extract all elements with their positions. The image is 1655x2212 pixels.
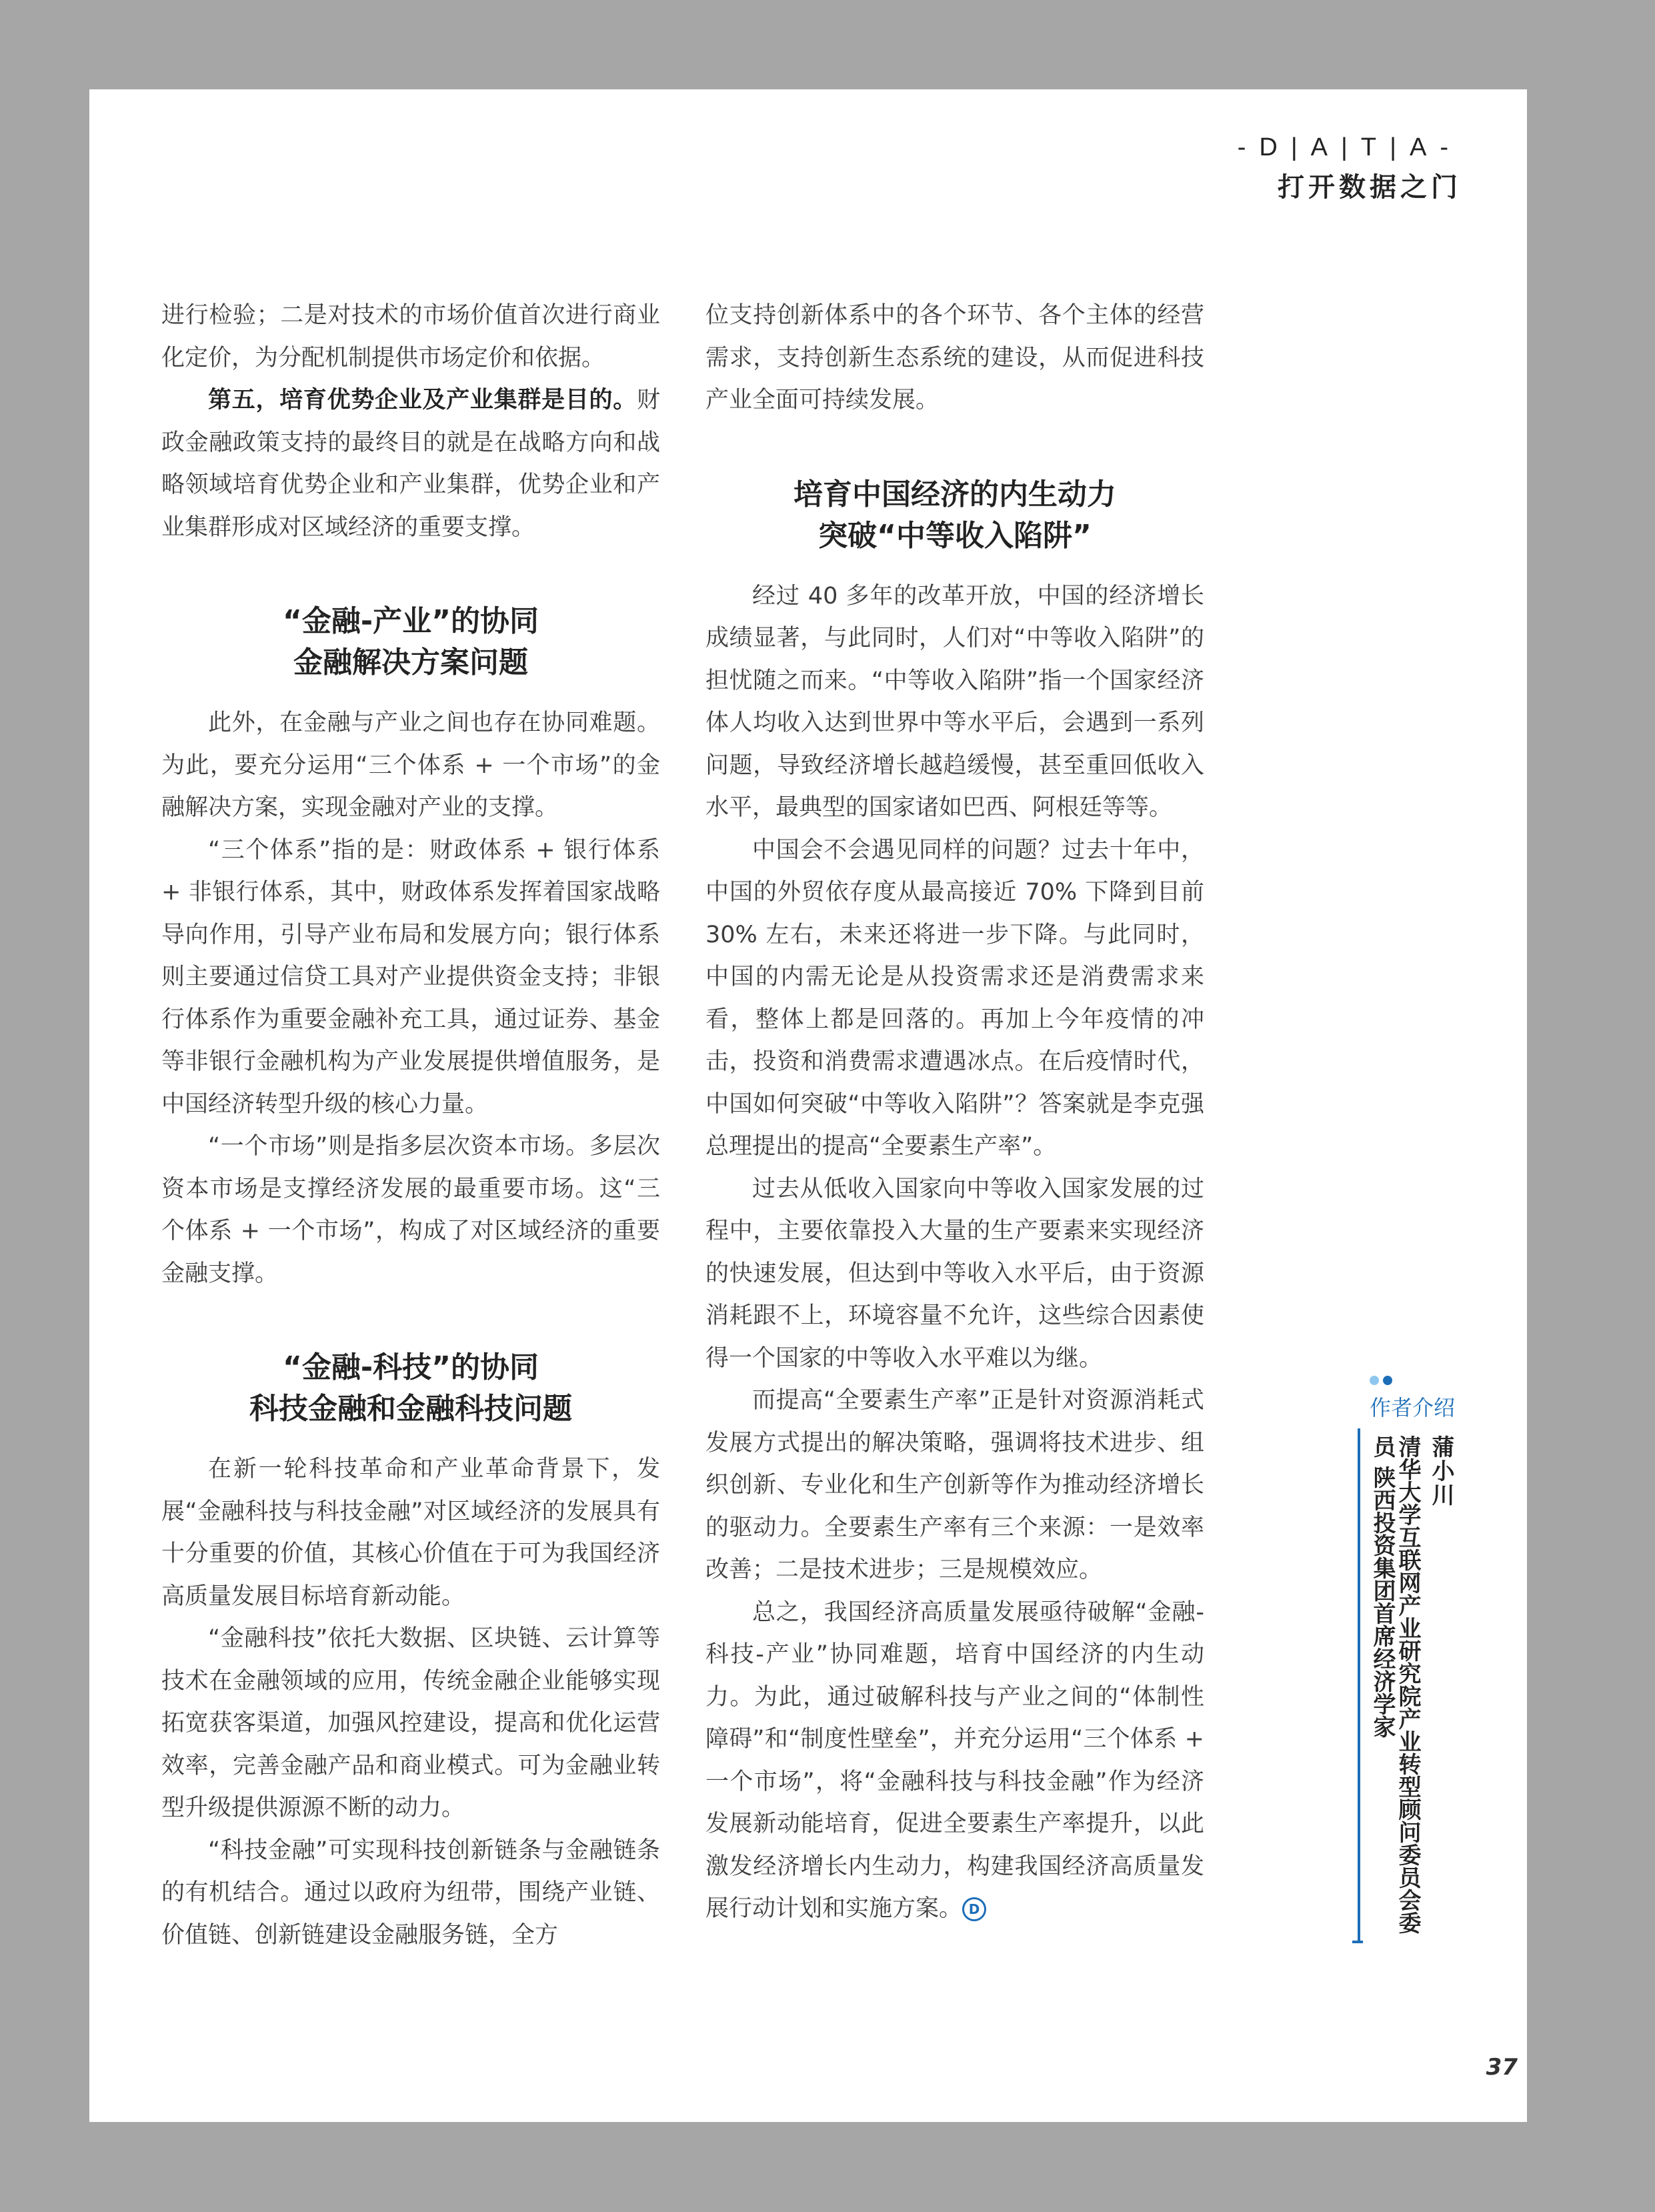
paragraph: 经过 40 多年的改革开放，中国的经济增长成绩显著，与此同时，人们对“中等收入陷阱”的担忧随之而来。“中等收入陷阱”指一个国家经济体人均收入达到世界中等水平后，会遇到一系列问题，导致经济增长越趋缓慢，甚至重回低收入水平，最典型的国家诸如巴西、阿根廷等等。 [705, 582, 1204, 821]
paragraph: 此外，在金融与产业之间也存在协同难题。为此，要充分运用“三个体系 + 一个市场”的金融解决方案，实现金融对产业的支撑。 [161, 710, 660, 821]
section-heading: “金融-科技”的协同 [282, 1350, 539, 1384]
section-heading: 科技金融和金融科技问题 [249, 1392, 572, 1426]
section-heading: “金融-产业”的协同 [282, 604, 539, 638]
paragraph [161, 379, 660, 549]
paragraph: 在新一轮科技革命和产业革命背景下，发展“金融科技与科技金融”对区域经济的发展具有十分重要的价值，其核心价值在于可为我国经济高质量发展目标培育新动能。 [161, 1456, 660, 1610]
paragraph-text: 财政金融政策支持的最终目的就是在战略方向和战略领域培育优势企业和产业集群，优势企业和产业集群形成对区域经济的重要支撑。 [161, 387, 660, 541]
section-heading: 金融解决方案问题 [293, 646, 528, 680]
author-description: 清华大学互联网产业研究院产业转型顾问委员会委员 陕西投资集团首席经济学家 [1369, 1435, 1421, 1934]
divider [1352, 1941, 1363, 1943]
divider [1358, 1428, 1360, 1943]
paragraph: “科技金融”可实现科技创新链条与金融链条的有机结合。通过以政府为纽带，围绕产业链、价值链、创新链建设金融服务链，全方 [161, 1837, 660, 1949]
right-column [705, 295, 1204, 1931]
bold-lead: 第五，培育优势企业及产业集群是目的。 [208, 387, 637, 413]
paragraph: “一个市场”则是指多层次资本市场。多层次资本市场是支撑经济发展的最重要市场。这“三个体系 + 一个市场”，构成了对区域经济的重要金融支撑。 [161, 1133, 660, 1287]
paragraph: 进行检验；二是对技术的市场价值首次进行商业化定价，为分配机制提供市场定价和依据。 [161, 302, 660, 371]
end-mark-icon: D [962, 1897, 986, 1921]
dots-icon [1370, 1375, 1396, 1388]
paragraph: 中国会不会遇见同样的问题？过去十年中，中国的外贸依存度从最高接近 70% 下降到目前 30% 左右，未来还将进一步下降。与此同时，中国的内需无论是从投资需求还是消费需求来看，整体上都是回落的。再加上今年疫情的冲击，投资和消费需求遭遇冰点。在后疫情时代，中国如何突破“中等收入陷阱”？答案就是李克强总理提出的提高“全要素生产率”。 [705, 836, 1204, 1160]
paragraph: 而提高“全要素生产率”正是针对资源消耗式发展方式提出的解决策略，强调将技术进步、组织创新、专业化和生产创新等作为推动经济增长的驱动力。全要素生产率有三个来源：一是效率改善；二是技术进步；三是规模效应。 [705, 1387, 1204, 1583]
section-heading: 培育中国经济的内生动力 [793, 477, 1116, 511]
data-logo: -D|A|T|A- [1237, 133, 1462, 161]
paragraph: “金融科技”依托大数据、区块链、云计算等技术在金融领域的应用，传统金融企业能够实现拓宽获客渠道，加强风控建设，提高和优化运营效率，完善金融产品和商业模式。可为金融业转型升级提供源源不断的动力。 [161, 1625, 660, 1821]
paragraph [705, 1592, 1204, 1931]
paragraph: 过去从低收入国家向中等收入国家发展的过程中，主要依靠投入大量的生产要素来实现经济的快速发展，但达到中等收入水平后，由于资源消耗跟不上，环境容量不允许，这些综合因素使得一个国家的中等收入水平难以为继。 [705, 1175, 1204, 1372]
left-column [161, 295, 660, 1957]
header-subtitle: 打开数据之门 [1278, 172, 1462, 203]
section-heading: 突破“中等收入陷阱” [818, 518, 1092, 553]
paragraph-text: 总之，我国经济高质量发展亟待破解“金融-科技-产业”协同难题，培育中国经济的内生动力。为此，通过破解科技与产业之间的“体制性障碍”和“制度性壁垒”，并充分运用“三个体系 + 一个市场”，将“金融科技与科技金融”作为经济发展新动能培育，促进全要素生产率提升，以此激发经济增长内生动力，构建我国经济高质量发展行动计划和实施方案。 [705, 1598, 1204, 1922]
author-intro [1272, 1375, 1456, 1942]
author-label: 作者介绍 [1370, 1395, 1456, 1420]
magazine-header [1238, 133, 1462, 204]
paragraph: 位支持创新体系中的各个环节、各个主体的经营需求，支持创新生态系统的建设，从而促进科技产业全面可持续发展。 [705, 302, 1204, 413]
page-number: 37 [1486, 2054, 1518, 2081]
paragraph: “三个体系”指的是：财政体系 + 银行体系 + 非银行体系，其中，财政体系发挥着国家战略导向作用，引导产业布局和发展方向；银行体系则主要通过信贷工具对产业提供资金支持；非银行体系作为重要金融补充工具，通过证券、基金等非银行金融机构为产业发展提供增值服务，是中国经济转型升级的核心力量。 [161, 836, 660, 1118]
author-name: 蒲小川 [1428, 1435, 1454, 1507]
